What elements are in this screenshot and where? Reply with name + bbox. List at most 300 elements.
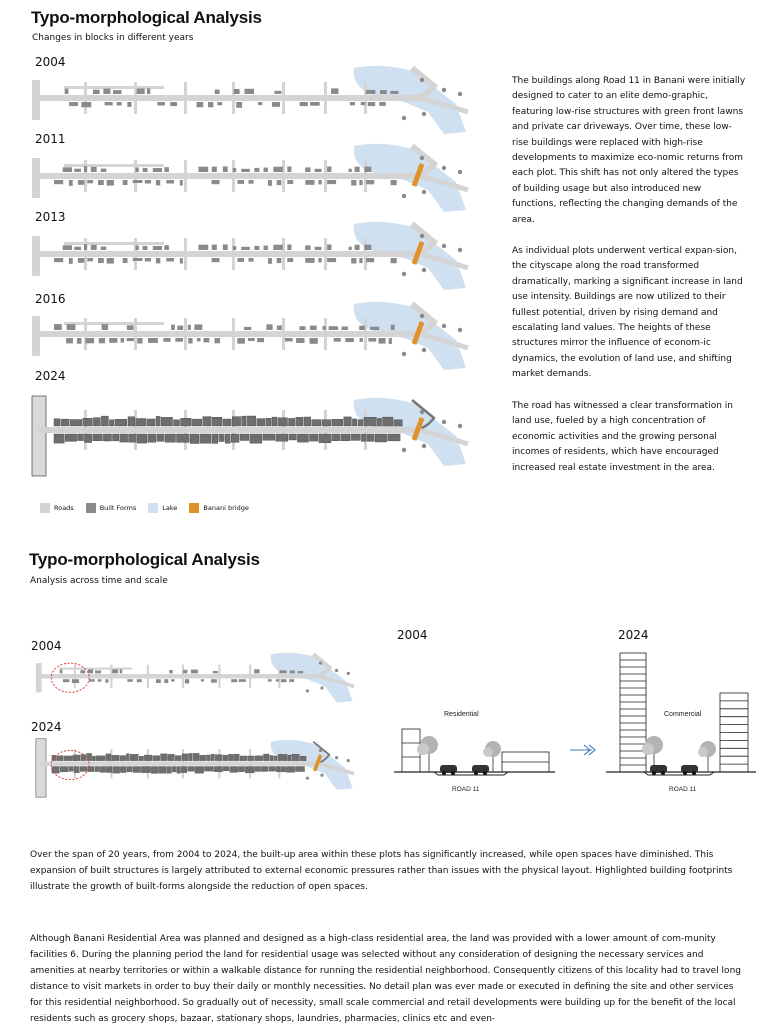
- building-block: [101, 416, 108, 426]
- building-block: [101, 247, 107, 251]
- building-block: [148, 338, 158, 343]
- roads-swatch: [40, 503, 50, 513]
- map-year-2004: 2004: [31, 639, 62, 653]
- plot-lane: [64, 164, 164, 167]
- building-block: [65, 89, 69, 94]
- building-block: [156, 258, 160, 263]
- building-block: [289, 418, 295, 426]
- building-block: [278, 418, 288, 426]
- building-block: [69, 258, 73, 264]
- building-block: [144, 755, 152, 761]
- building-block: [193, 753, 199, 760]
- building-block: [304, 417, 311, 426]
- building-dot: [402, 352, 406, 356]
- building-block: [204, 767, 213, 772]
- building-block: [143, 168, 148, 172]
- building-block: [297, 671, 303, 673]
- building-block: [305, 180, 314, 185]
- building-block: [305, 258, 314, 263]
- building-block: [364, 417, 377, 426]
- building-dot: [442, 88, 446, 92]
- side-street: [74, 749, 76, 778]
- building-block: [268, 679, 272, 681]
- building-block: [54, 324, 62, 330]
- building-block: [85, 434, 92, 443]
- block-map-2011: [24, 140, 474, 210]
- side-street: [232, 160, 235, 192]
- low-rise-building-right: [502, 752, 549, 772]
- road-label: ROAD 11: [669, 786, 697, 793]
- building-block: [359, 180, 362, 185]
- building-block: [351, 434, 361, 440]
- car-icon: [440, 765, 457, 775]
- building-block: [129, 434, 137, 442]
- building-block: [230, 767, 238, 773]
- side-street: [364, 82, 367, 114]
- building-block: [242, 416, 246, 426]
- building-dot: [422, 444, 426, 448]
- legend-label: Lake: [162, 504, 178, 512]
- building-block: [310, 338, 318, 344]
- building-block: [245, 767, 254, 773]
- building-block: [318, 258, 321, 262]
- building-block: [263, 754, 269, 761]
- building-block: [223, 244, 228, 250]
- building-block: [327, 180, 336, 184]
- building-block: [257, 419, 265, 426]
- building-block: [380, 90, 387, 94]
- building-block: [370, 327, 379, 330]
- building-block: [127, 325, 134, 330]
- building-block: [177, 434, 190, 442]
- side-street: [182, 665, 184, 688]
- building-block: [206, 755, 210, 761]
- building-block: [318, 180, 321, 184]
- side-street: [324, 160, 327, 192]
- building-dot: [402, 448, 406, 452]
- side-street: [232, 82, 235, 114]
- building-block: [239, 679, 246, 682]
- building-block: [127, 679, 132, 682]
- building-block: [315, 169, 322, 172]
- block-map-2016: [24, 298, 474, 368]
- main-road: [40, 761, 317, 765]
- building-block: [305, 245, 310, 250]
- car-icon: [681, 765, 698, 775]
- building-block: [130, 754, 138, 760]
- side-street: [84, 410, 87, 450]
- side-street: [324, 238, 327, 270]
- description-paragraph-1: The buildings along Road 11 in Banani were initially designed to cater to an elite demo-graphic, featuring low-rise structures with green front lawns and private car driveways. Over time, these low-rise buildings were replaced with high-rise developments to maximize eco-nomic returns from each plot. This shift has not only altered the types of building usage but also introduced new functions, reflecting the changing demands of the area.: [512, 76, 746, 225]
- side-street: [184, 238, 187, 270]
- building-block: [78, 180, 84, 185]
- building-block: [63, 679, 69, 682]
- building-block: [351, 258, 356, 264]
- building-block: [290, 671, 295, 674]
- building-block: [323, 326, 326, 330]
- section-year-2024: 2024: [618, 628, 649, 642]
- side-street: [364, 410, 367, 450]
- built-forms-swatch: [86, 503, 96, 513]
- building-block: [120, 756, 126, 761]
- building-block: [359, 258, 362, 263]
- building-block: [74, 247, 81, 250]
- street-section-2024: [604, 645, 764, 795]
- building-block: [115, 419, 127, 426]
- legend-item-lake: [148, 503, 177, 513]
- building-block: [164, 167, 169, 172]
- building-block: [223, 166, 228, 172]
- map-legend: [40, 503, 249, 513]
- year-label-2013: 2013: [35, 210, 66, 224]
- building-block: [341, 434, 350, 441]
- side-street: [147, 665, 149, 688]
- building-block: [297, 434, 308, 442]
- building-block: [170, 102, 177, 106]
- building-block: [214, 767, 223, 772]
- building-block: [147, 88, 150, 94]
- building-block: [80, 767, 87, 772]
- building-block: [236, 102, 242, 108]
- building-block: [254, 168, 259, 172]
- building-block: [169, 670, 173, 673]
- year-label-2016: 2016: [35, 292, 66, 306]
- building-block: [223, 767, 229, 771]
- building-block: [391, 325, 395, 330]
- building-block: [345, 338, 354, 342]
- building-block: [200, 755, 206, 760]
- main-road: [38, 251, 418, 257]
- side-street: [249, 665, 251, 688]
- building-dot: [402, 194, 406, 198]
- building-block: [248, 338, 255, 341]
- building-block: [225, 434, 230, 443]
- building-block: [195, 767, 204, 774]
- building-block: [237, 338, 245, 344]
- building-block: [270, 755, 273, 760]
- building-dot: [422, 268, 426, 272]
- side-street: [218, 665, 220, 688]
- building-block: [181, 418, 191, 426]
- building-block: [52, 767, 60, 774]
- building-block: [177, 767, 181, 774]
- building-block: [101, 169, 107, 173]
- building-block: [166, 180, 174, 184]
- building-block: [163, 338, 170, 342]
- building-block: [72, 679, 79, 683]
- side-street: [232, 318, 235, 350]
- building-block: [234, 754, 239, 761]
- building-block: [117, 102, 122, 106]
- building-dot: [402, 272, 406, 276]
- building-dot: [442, 244, 446, 248]
- building-block: [77, 338, 82, 344]
- side-street: [134, 410, 137, 450]
- side-street: [184, 82, 187, 114]
- side-street: [282, 410, 285, 450]
- building-block: [287, 167, 291, 173]
- building-block: [289, 434, 297, 440]
- building-block: [165, 434, 175, 442]
- legend-label: Banani bridge: [203, 504, 249, 512]
- building-block: [81, 102, 91, 107]
- scale-map-2024: [30, 730, 360, 805]
- building-block: [289, 679, 294, 682]
- building-block: [106, 754, 111, 761]
- building-block: [215, 338, 221, 343]
- building-block: [69, 102, 78, 106]
- building-block: [194, 324, 202, 330]
- building-block: [391, 258, 397, 263]
- legend-label: Roads: [54, 504, 74, 512]
- building-block: [266, 324, 272, 330]
- building-block: [174, 420, 180, 426]
- building-block: [141, 767, 150, 773]
- analysis-paragraph-1: Over the span of 20 years, from 2004 to 2024, the built-up area within these plots has significantly increased, while open spaces have diminished. This expansion of built structures is largely attributed to external economic pressures rather than issues with the physical layout. Highlighted building footprints illustrate the growth of built-forms alongside the reduction of open spaces.: [30, 850, 733, 892]
- building-block: [264, 168, 268, 172]
- building-block: [208, 102, 213, 107]
- building-block: [181, 767, 187, 773]
- building-block: [327, 258, 336, 262]
- building-block: [136, 168, 139, 173]
- building-block: [100, 767, 106, 773]
- building-block: [366, 180, 374, 184]
- building-block: [157, 434, 164, 441]
- building-block: [254, 669, 259, 673]
- building-dot: [319, 662, 322, 665]
- main-road: [40, 674, 317, 678]
- building-dot: [420, 314, 424, 318]
- year-label-2024: 2024: [35, 369, 66, 383]
- building-block: [231, 679, 237, 682]
- building-block: [379, 102, 386, 106]
- building-block: [361, 434, 366, 441]
- building-block: [128, 417, 135, 426]
- building-block: [164, 245, 169, 250]
- building-block: [247, 416, 256, 426]
- building-block: [153, 168, 162, 172]
- building-block: [157, 102, 165, 106]
- building-block: [120, 767, 126, 773]
- building-block: [63, 167, 72, 172]
- building-block: [57, 756, 63, 761]
- building-block: [310, 102, 320, 106]
- building-block: [233, 168, 236, 172]
- building-block: [389, 338, 392, 344]
- building-block: [332, 419, 343, 426]
- building-block: [366, 258, 374, 262]
- building-block: [258, 102, 262, 105]
- building-block: [292, 754, 300, 760]
- main-road: [38, 427, 418, 433]
- tree-icon: [698, 741, 716, 772]
- building-block: [287, 245, 291, 251]
- building-block: [64, 756, 72, 761]
- side-street: [364, 318, 367, 350]
- building-block: [66, 338, 73, 343]
- building-block: [327, 167, 331, 173]
- building-block: [287, 180, 293, 184]
- building-block: [91, 245, 97, 250]
- building-block: [98, 679, 102, 682]
- building-block: [240, 434, 249, 441]
- building-block: [88, 669, 93, 673]
- building-dot: [420, 410, 424, 414]
- building-block: [167, 767, 171, 774]
- building-block: [319, 434, 331, 443]
- building-block: [171, 679, 175, 681]
- building-block: [198, 245, 208, 250]
- building-block: [212, 417, 222, 426]
- building-block: [215, 90, 220, 95]
- building-block: [255, 767, 261, 772]
- building-block: [312, 420, 321, 426]
- building-dot: [420, 234, 424, 238]
- main-road: [38, 95, 418, 101]
- building-block: [355, 245, 360, 250]
- side-street: [184, 318, 187, 350]
- building-block: [126, 754, 129, 761]
- building-block: [188, 767, 194, 772]
- building-dot: [442, 166, 446, 170]
- building-dot: [458, 248, 462, 252]
- building-block: [213, 671, 218, 673]
- building-block: [120, 669, 122, 673]
- building-block: [74, 169, 81, 172]
- building-block: [69, 767, 73, 772]
- legend-item-bridge: [189, 503, 248, 513]
- building-block: [127, 338, 134, 341]
- scale-map-2004: [30, 650, 360, 705]
- building-block: [83, 418, 93, 426]
- building-block: [273, 167, 283, 172]
- building-block: [151, 767, 157, 774]
- building-block: [368, 102, 376, 106]
- building-block: [98, 180, 104, 185]
- building-block: [277, 258, 282, 263]
- building-block: [99, 338, 105, 343]
- building-block: [95, 671, 101, 674]
- building-block: [171, 325, 175, 330]
- building-block: [172, 767, 176, 772]
- building-block: [288, 755, 291, 761]
- building-block: [249, 258, 254, 262]
- building-block: [95, 767, 100, 772]
- building-dot: [422, 348, 426, 352]
- building-block: [276, 679, 279, 681]
- plot-lane: [64, 322, 164, 325]
- building-block: [105, 102, 113, 105]
- building-block: [145, 258, 151, 262]
- building-block: [310, 326, 317, 330]
- building-block: [164, 679, 168, 683]
- building-block: [329, 326, 339, 330]
- building-block: [361, 102, 366, 105]
- building-block: [212, 167, 217, 172]
- building-block: [102, 324, 109, 330]
- building-block: [167, 754, 174, 760]
- building-block: [219, 434, 225, 442]
- building-block: [109, 338, 117, 343]
- building-block: [273, 245, 283, 250]
- building-block: [234, 89, 240, 94]
- section-year-2004: 2004: [397, 628, 428, 642]
- building-block: [349, 169, 352, 172]
- building-block: [137, 89, 145, 95]
- building-block: [192, 419, 202, 426]
- high-rise-building-right: [720, 693, 748, 772]
- building-block: [322, 420, 331, 426]
- building-block: [137, 338, 142, 344]
- building-block: [212, 258, 220, 262]
- building-dot: [442, 324, 446, 328]
- building-block: [65, 434, 76, 441]
- side-street: [364, 238, 367, 270]
- side-street: [324, 82, 327, 114]
- building-block: [268, 258, 272, 264]
- building-block: [133, 258, 143, 261]
- building-block: [112, 755, 119, 760]
- building-block: [261, 767, 267, 772]
- building-block: [107, 180, 114, 186]
- building-block: [185, 679, 189, 683]
- building-block: [342, 327, 348, 331]
- section2-title: Typo-morphological Analysis: [29, 550, 260, 569]
- block-map-2013: [24, 218, 474, 288]
- building-block: [388, 434, 401, 441]
- building-block: [250, 434, 262, 443]
- building-block: [180, 258, 183, 264]
- section-label-residential: Residential: [444, 711, 479, 718]
- building-block: [161, 754, 167, 761]
- building-block: [300, 326, 306, 330]
- building-block: [366, 90, 376, 94]
- building-block: [217, 102, 222, 105]
- building-block: [136, 419, 146, 427]
- building-block: [272, 417, 277, 426]
- side-street: [282, 160, 285, 192]
- building-block: [166, 258, 174, 262]
- building-block: [211, 679, 217, 683]
- building-block: [190, 434, 199, 444]
- building-block: [80, 670, 85, 673]
- main-road: [38, 173, 418, 179]
- building-block: [255, 756, 263, 761]
- side-street: [232, 238, 235, 270]
- building-block: [359, 326, 365, 330]
- building-block: [379, 338, 386, 344]
- building-block: [70, 420, 82, 427]
- building-dot: [422, 112, 426, 116]
- building-block: [203, 417, 211, 426]
- building-block: [84, 166, 87, 172]
- building-block: [249, 180, 254, 184]
- building-block: [383, 417, 393, 426]
- building-block: [158, 767, 166, 774]
- building-block: [180, 180, 183, 186]
- building-block: [189, 753, 192, 760]
- building-block: [197, 338, 201, 341]
- building-block: [133, 767, 141, 773]
- building-block: [54, 180, 63, 184]
- building-block: [272, 102, 280, 107]
- cross-road: [36, 739, 46, 797]
- building-block: [54, 258, 63, 262]
- building-dot: [420, 78, 424, 82]
- building-block: [352, 419, 357, 426]
- side-street: [324, 410, 327, 450]
- building-block: [300, 756, 306, 761]
